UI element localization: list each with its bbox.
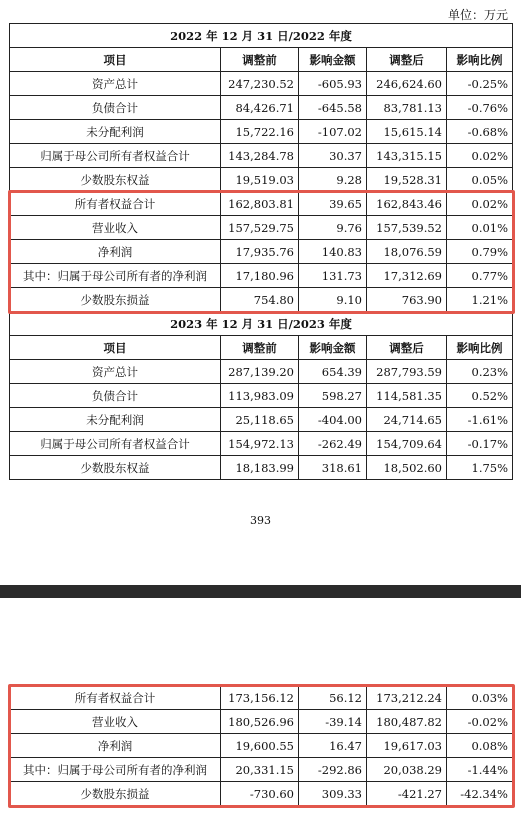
table-row xyxy=(10,758,513,782)
row-label: 其中：归属于母公司所有者的净利润 xyxy=(10,758,221,782)
row-value: 15,722.16 xyxy=(221,120,299,144)
row-value: 143,315.15 xyxy=(367,144,447,168)
row-value: -645.58 xyxy=(299,96,367,120)
row-value: 246,624.60 xyxy=(367,72,447,96)
row-label: 净利润 xyxy=(10,734,221,758)
row-value: 180,487.82 xyxy=(367,710,447,734)
row-value: 0.52% xyxy=(447,384,513,408)
row-value: 56.12 xyxy=(299,686,367,710)
row-label: 未分配利润 xyxy=(10,120,221,144)
row-label: 负债合计 xyxy=(10,384,221,408)
row-value: 157,539.52 xyxy=(367,216,447,240)
table-row xyxy=(10,264,513,288)
row-value: 0.05% xyxy=(447,168,513,192)
row-value: 140.83 xyxy=(299,240,367,264)
column-header: 影响金额 xyxy=(299,48,367,72)
section-title: 2022 年 12 月 31 日/2022 年度 xyxy=(10,24,513,48)
column-header: 项目 xyxy=(10,48,221,72)
table-row xyxy=(10,96,513,120)
row-value: -605.93 xyxy=(299,72,367,96)
row-value: 18,076.59 xyxy=(367,240,447,264)
row-label: 未分配利润 xyxy=(10,408,221,432)
row-value: 173,212.24 xyxy=(367,686,447,710)
row-value: 19,528.31 xyxy=(367,168,447,192)
row-value: 83,781.13 xyxy=(367,96,447,120)
row-value: 113,983.09 xyxy=(221,384,299,408)
table-row xyxy=(10,782,513,806)
row-value: 1.75% xyxy=(447,456,513,480)
row-value: 114,581.35 xyxy=(367,384,447,408)
row-label: 所有者权益合计 xyxy=(10,686,221,710)
table-row xyxy=(10,686,513,710)
table-row xyxy=(10,144,513,168)
section-title: 2023 年 12 月 31 日/2023 年度 xyxy=(10,312,513,336)
row-value: -0.02% xyxy=(447,710,513,734)
row-value: 18,183.99 xyxy=(221,456,299,480)
row-label: 所有者权益合计 xyxy=(10,192,221,216)
table-row xyxy=(10,432,513,456)
row-value: -0.76% xyxy=(447,96,513,120)
row-value: 0.79% xyxy=(447,240,513,264)
row-value: 173,156.12 xyxy=(221,686,299,710)
row-value: 19,617.03 xyxy=(367,734,447,758)
row-value: -107.02 xyxy=(299,120,367,144)
row-value: 1.21% xyxy=(447,288,513,312)
row-label: 净利润 xyxy=(10,240,221,264)
row-value: 19,600.55 xyxy=(221,734,299,758)
column-header-row xyxy=(10,336,513,360)
column-header: 调整前 xyxy=(221,48,299,72)
row-value: 0.03% xyxy=(447,686,513,710)
row-label: 负债合计 xyxy=(10,96,221,120)
table-row xyxy=(10,408,513,432)
row-value: -39.14 xyxy=(299,710,367,734)
table-row xyxy=(10,384,513,408)
row-value: 598.27 xyxy=(299,384,367,408)
table-row xyxy=(10,120,513,144)
row-label: 营业收入 xyxy=(10,216,221,240)
row-value: 309.33 xyxy=(299,782,367,806)
adjustment-table-page2 xyxy=(9,685,513,806)
row-value: 20,038.29 xyxy=(367,758,447,782)
row-label: 少数股东损益 xyxy=(10,288,221,312)
row-value: 318.61 xyxy=(299,456,367,480)
row-value: 754.80 xyxy=(221,288,299,312)
column-header: 影响金额 xyxy=(299,336,367,360)
row-value: -404.00 xyxy=(299,408,367,432)
row-value: 9.76 xyxy=(299,216,367,240)
column-header-row xyxy=(10,48,513,72)
row-value: 0.02% xyxy=(447,192,513,216)
row-value: 763.90 xyxy=(367,288,447,312)
row-label: 营业收入 xyxy=(10,710,221,734)
unit-label: 单位：万元 xyxy=(447,8,508,22)
row-value: -0.25% xyxy=(447,72,513,96)
row-label: 归属于母公司所有者权益合计 xyxy=(10,432,221,456)
row-value: 39.65 xyxy=(299,192,367,216)
page-number: 393 xyxy=(250,514,271,527)
row-label: 资产总计 xyxy=(10,360,221,384)
row-value: 19,519.03 xyxy=(221,168,299,192)
row-value: 25,118.65 xyxy=(221,408,299,432)
row-value: -1.61% xyxy=(447,408,513,432)
row-value: -262.49 xyxy=(299,432,367,456)
row-value: 0.01% xyxy=(447,216,513,240)
row-value: 654.39 xyxy=(299,360,367,384)
table-row xyxy=(10,72,513,96)
row-value: 154,709.64 xyxy=(367,432,447,456)
table-row xyxy=(10,288,513,312)
row-value: 154,972.13 xyxy=(221,432,299,456)
row-value: 9.10 xyxy=(299,288,367,312)
column-header: 调整前 xyxy=(221,336,299,360)
row-value: 180,526.96 xyxy=(221,710,299,734)
row-value: 162,843.46 xyxy=(367,192,447,216)
table-row xyxy=(10,192,513,216)
row-label: 少数股东权益 xyxy=(10,168,221,192)
table-row xyxy=(10,240,513,264)
row-value: 17,180.96 xyxy=(221,264,299,288)
table-row xyxy=(10,168,513,192)
row-value: -292.86 xyxy=(299,758,367,782)
section-2023-title-row xyxy=(10,312,513,336)
row-value: 24,714.65 xyxy=(367,408,447,432)
row-value: -421.27 xyxy=(367,782,447,806)
row-value: 157,529.75 xyxy=(221,216,299,240)
row-value: 0.23% xyxy=(447,360,513,384)
row-value: 16.47 xyxy=(299,734,367,758)
row-label: 归属于母公司所有者权益合计 xyxy=(10,144,221,168)
page-break-divider xyxy=(0,585,521,598)
row-value: -0.68% xyxy=(447,120,513,144)
row-value: 15,615.14 xyxy=(367,120,447,144)
row-value: 0.02% xyxy=(447,144,513,168)
column-header: 调整后 xyxy=(367,336,447,360)
row-value: 9.28 xyxy=(299,168,367,192)
row-value: 17,312.69 xyxy=(367,264,447,288)
row-value: 17,935.76 xyxy=(221,240,299,264)
column-header: 项目 xyxy=(10,336,221,360)
table-row xyxy=(10,216,513,240)
row-value: -42.34% xyxy=(447,782,513,806)
row-value: 162,803.81 xyxy=(221,192,299,216)
row-value: -1.44% xyxy=(447,758,513,782)
row-value: -730.60 xyxy=(221,782,299,806)
column-header: 影响比例 xyxy=(447,48,513,72)
adjustment-table-page1 xyxy=(9,23,513,480)
column-header: 调整后 xyxy=(367,48,447,72)
table-row xyxy=(10,360,513,384)
table-row xyxy=(10,710,513,734)
row-value: -0.17% xyxy=(447,432,513,456)
row-value: 131.73 xyxy=(299,264,367,288)
row-value: 247,230.52 xyxy=(221,72,299,96)
row-label: 少数股东权益 xyxy=(10,456,221,480)
row-value: 0.77% xyxy=(447,264,513,288)
row-value: 143,284.78 xyxy=(221,144,299,168)
row-label: 少数股东损益 xyxy=(10,782,221,806)
row-value: 287,793.59 xyxy=(367,360,447,384)
row-value: 18,502.60 xyxy=(367,456,447,480)
table-row xyxy=(10,456,513,480)
section-2022-title-row xyxy=(10,24,513,48)
row-value: 84,426.71 xyxy=(221,96,299,120)
column-header: 影响比例 xyxy=(447,336,513,360)
row-value: 30.37 xyxy=(299,144,367,168)
row-value: 20,331.15 xyxy=(221,758,299,782)
row-value: 287,139.20 xyxy=(221,360,299,384)
row-label: 其中：归属于母公司所有者的净利润 xyxy=(10,264,221,288)
row-value: 0.08% xyxy=(447,734,513,758)
table-row xyxy=(10,734,513,758)
row-label: 资产总计 xyxy=(10,72,221,96)
